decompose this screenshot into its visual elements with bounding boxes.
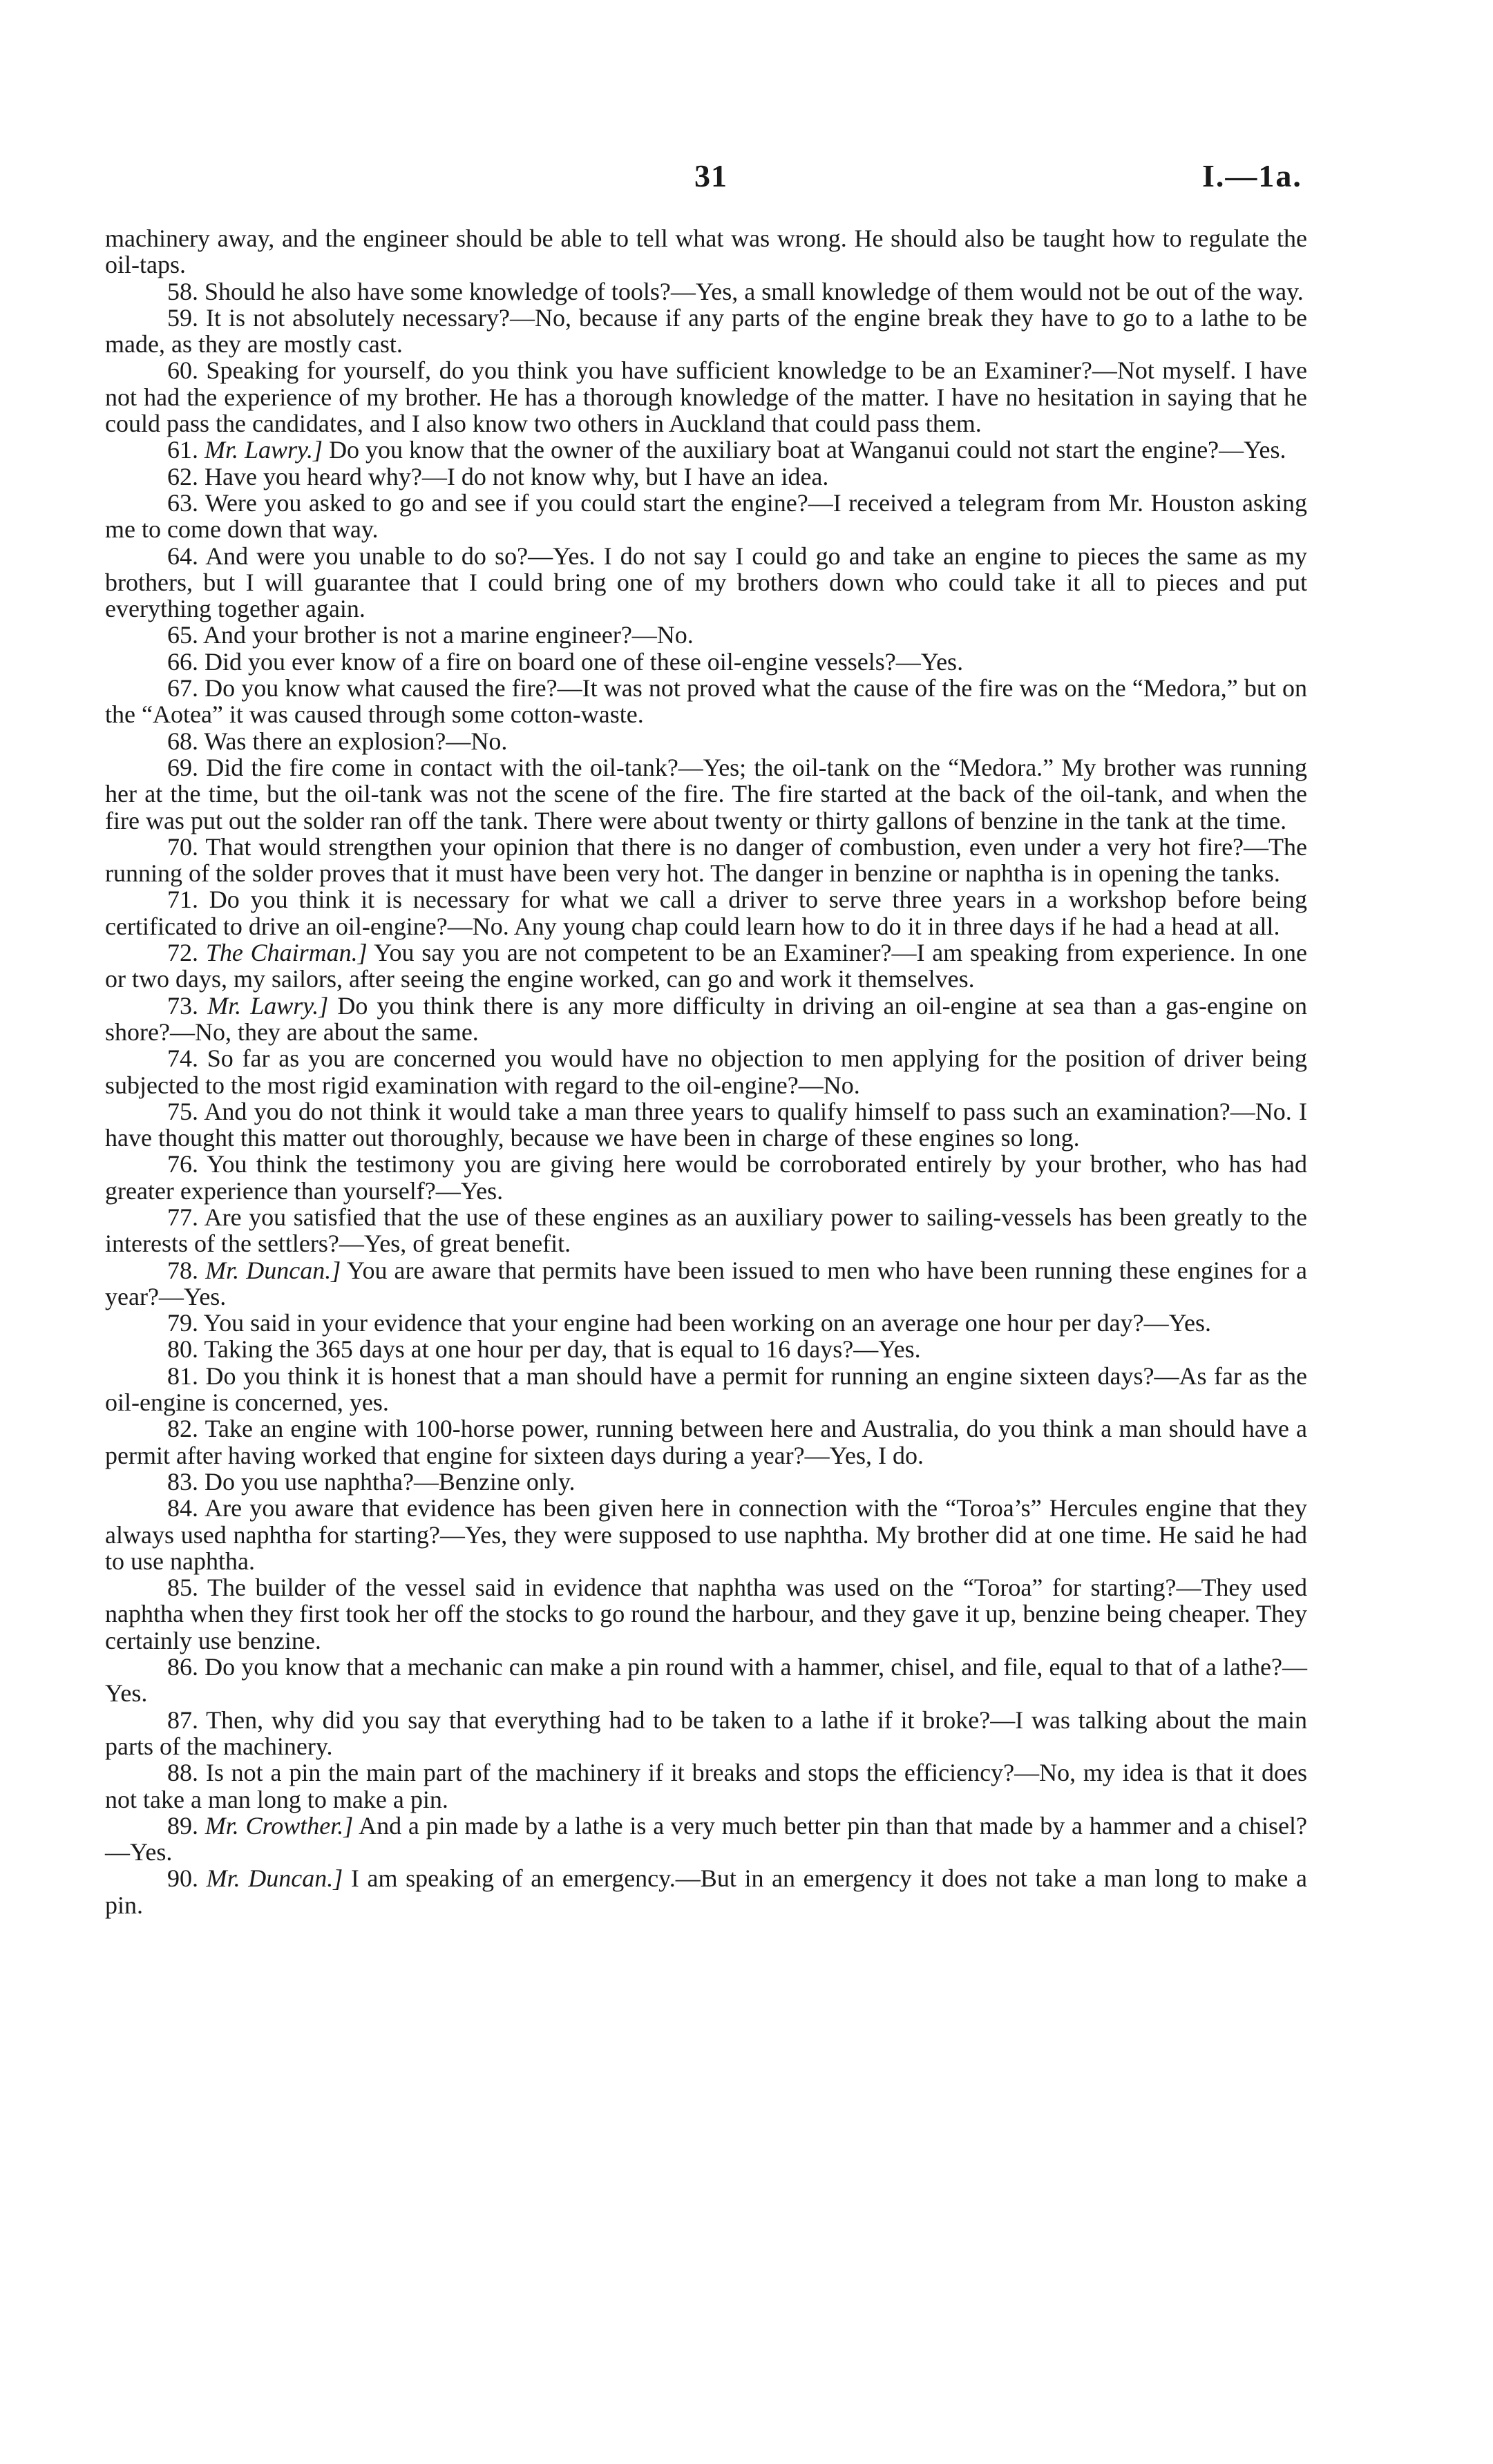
document-reference: I.—1a.	[1202, 158, 1302, 193]
question-number: 68.	[167, 727, 198, 755]
evidence-paragraph	[105, 886, 1307, 939]
evidence-paragraph	[105, 993, 1307, 1046]
paragraph-text: I am speaking of an emergency.—But in an emergency it does not take a man long to make a pin.	[105, 1864, 1308, 1919]
question-number: 77.	[167, 1203, 198, 1231]
question-number: 64.	[167, 542, 198, 570]
speaker-label: Mr. Crowther.]	[205, 1811, 354, 1840]
evidence-paragraph	[105, 754, 1307, 834]
evidence-paragraph	[105, 622, 1307, 648]
evidence-paragraph	[105, 437, 1307, 463]
paragraph-text: You say you are not competent to be an Examiner?—I am speaking from experience. In one or two days, my sailors, after seeing the engine worked, can go and work it themselves.	[105, 939, 1308, 993]
paragraph-text: Do you know that the owner of the auxiliary boat at Wanganui could not start the engine?—Yes.	[329, 436, 1286, 464]
paragraph-text: So far as you are concerned you would have no objection to men applying for the position of driver being subjected to the most rigid examination with regard to the oil-engine?—No.	[105, 1044, 1307, 1099]
speaker-label: Mr. Lawry.]	[207, 991, 329, 1020]
question-number: 84.	[167, 1494, 198, 1522]
question-number: 86.	[167, 1653, 198, 1681]
paragraph-text: And were you unable to do so?—Yes. I do not say I could go and take an engine to pieces the same as my brothers, but I will guarantee that I could bring one of my brothers down who could take it all to pieces and put everything together again.	[105, 542, 1308, 623]
paragraph-text: Do you think there is any more difficulty in driving an oil-engine at sea than a gas-engine on shore?—No, they are about the same.	[105, 991, 1308, 1046]
question-number: 82.	[167, 1415, 198, 1443]
question-number: 90.	[167, 1864, 198, 1893]
question-number: 89.	[167, 1811, 198, 1840]
speaker-label: Mr. Duncan.]	[206, 1864, 343, 1893]
question-number: 69.	[167, 753, 198, 781]
paragraph-text: Should he also have some knowledge of tools?—Yes, a small knowledge of them would not be out of the way.	[205, 277, 1304, 305]
question-number: 73.	[167, 991, 198, 1020]
evidence-paragraph	[105, 1813, 1307, 1866]
evidence-paragraph	[105, 278, 1307, 305]
evidence-paragraph	[105, 1707, 1307, 1760]
paragraph-text: That would strengthen your opinion that there is no danger of combustion, even under a very hot fire?—The running of the solder proves that it must have been very hot. The danger in benzine or naphtha is in opening the tanks.	[105, 832, 1307, 888]
question-number: 72.	[167, 939, 198, 967]
question-number: 80.	[167, 1335, 198, 1364]
question-number: 58.	[167, 277, 198, 305]
paragraph-text: Speaking for yourself, do you think you have sufficient knowledge to be an Examiner?—Not myself. I have not had the experience of my brother. He has a thorough knowledge of the matter. I have no hesitation in saying that he could pass the candidates, and I also know two others in Auckland that could pass them.	[105, 356, 1307, 438]
paragraph-text: Were you asked to go and see if you could start the engine?—I received a telegram from Mr. Houston asking me to come down that way.	[105, 488, 1307, 544]
evidence-paragraph	[105, 1415, 1307, 1469]
evidence-paragraph	[105, 1865, 1307, 1918]
paragraph-text: Are you satisfied that the use of these engines as an auxiliary power to sailing-vessels has been greatly to the interests of the settlers?—Yes, of great benefit.	[105, 1203, 1308, 1258]
question-number: 88.	[167, 1759, 198, 1787]
evidence-paragraph	[105, 1363, 1307, 1416]
evidence-paragraph	[105, 1310, 1307, 1336]
evidence-paragraph	[105, 305, 1307, 358]
evidence-paragraph	[105, 1469, 1307, 1495]
paragraph-text: Was there an explosion?—No.	[204, 727, 508, 755]
evidence-paragraph	[105, 728, 1307, 754]
question-number: 74.	[167, 1044, 198, 1073]
evidence-paragraph	[105, 543, 1307, 622]
evidence-paragraph	[105, 1045, 1307, 1098]
evidence-paragraph	[105, 1336, 1307, 1362]
evidence-paragraph	[105, 1151, 1307, 1204]
paragraph-text: And your brother is not a marine engineer?—No.	[203, 621, 694, 649]
paragraph-text: It is not absolutely necessary?—No, because if any parts of the engine break they have to go to a lathe to be made, as they are mostly cast.	[105, 303, 1308, 359]
evidence-paragraph	[105, 1654, 1307, 1707]
paragraph-text: You think the testimony you are giving here would be corroborated entirely by your brother, who has had greater experience than yourself?—Yes.	[105, 1150, 1307, 1205]
paragraph-text: Take an engine with 100-horse power, running between here and Australia, do you think a man should have a permit after having worked that engine for sixteen days during a year?—Yes, I do.	[105, 1415, 1308, 1469]
paragraph-text: Have you heard why?—I do not know why, but I have an idea.	[205, 462, 829, 490]
paragraph-text: Taking the 365 days at one hour per day, that is equal to 16 days?—Yes.	[204, 1335, 921, 1364]
question-number: 62.	[167, 462, 198, 490]
paragraph-text: You are aware that permits have been issued to men who have been running these engines for a year?—Yes.	[105, 1256, 1308, 1310]
paragraph-text: Then, why did you say that everything had to be taken to a lathe if it broke?—I was talking about the main parts of the machinery.	[105, 1706, 1307, 1760]
question-number: 60.	[167, 356, 198, 385]
question-number: 61.	[167, 436, 198, 464]
evidence-paragraph	[105, 490, 1307, 543]
paragraph-text: You said in your evidence that your engine had been working on an average one hour per day?—Yes.	[203, 1309, 1211, 1337]
paragraph-text: Did you ever know of a fire on board one of these oil-engine vessels?—Yes.	[205, 647, 964, 676]
evidence-paragraph	[105, 1495, 1307, 1574]
paragraph-text: And you do not think it would take a man three years to qualify himself to pass such an examination?—No. I have thought this matter out thoroughly, because we have been in charge of these engines so long.	[105, 1097, 1307, 1152]
evidence-text	[105, 225, 1307, 1918]
evidence-paragraph	[105, 1257, 1307, 1310]
speaker-label: Mr. Lawry.]	[205, 436, 323, 464]
question-number: 71.	[167, 886, 198, 914]
paragraph-text: machinery away, and the engineer should be able to tell what was wrong. He should also be taught how to regulate the oil-taps.	[105, 225, 1307, 279]
question-number: 66.	[167, 647, 198, 676]
evidence-paragraph	[105, 1098, 1307, 1152]
question-number: 85.	[167, 1574, 198, 1602]
question-number: 83.	[167, 1467, 198, 1496]
speaker-label: The Chairman.]	[205, 939, 368, 967]
question-number: 65.	[167, 621, 198, 649]
evidence-paragraph	[105, 675, 1307, 728]
paragraph-text: Do you know that a mechanic can make a pin round with a hammer, chisel, and file, equal to that of a lathe?—Yes.	[105, 1653, 1307, 1708]
evidence-paragraph	[105, 464, 1307, 490]
paragraph-text: Do you think it is honest that a man should have a permit for running an engine sixteen days?—As far as the oil-engine is concerned, yes.	[105, 1362, 1307, 1417]
paragraph-text: The builder of the vessel said in evidence that naphtha was used on the “Toroa” for starting?—They used naphtha when they first took her off the stocks to go round the harbour, and they gave it up, benzine being cheaper. They certainly use benzine.	[105, 1574, 1307, 1654]
question-number: 81.	[167, 1362, 198, 1390]
evidence-paragraph	[105, 357, 1307, 437]
question-number: 63.	[167, 488, 198, 517]
evidence-paragraph	[105, 1574, 1307, 1654]
evidence-paragraph	[105, 225, 1307, 278]
question-number: 75.	[167, 1097, 198, 1125]
paragraph-text: Do you know what caused the fire?—It was not proved what the cause of the fire was on the “Medora,” but on the “Aotea” it was caused through some cotton-waste.	[105, 674, 1308, 729]
page-number: 31	[694, 158, 728, 193]
evidence-paragraph	[105, 1204, 1307, 1257]
paragraph-text: Are you aware that evidence has been given here in connection with the “Toroa’s” Hercules engine that they always used naphtha for starting?—Yes, they were supposed to use naphtha. My brother did at one time. He said he had to use naphtha.	[105, 1494, 1307, 1575]
speaker-label: Mr. Duncan.]	[205, 1256, 341, 1284]
question-number: 59.	[167, 303, 198, 332]
question-number: 70.	[167, 832, 198, 861]
question-number: 78.	[167, 1256, 198, 1284]
question-number: 79.	[167, 1309, 198, 1337]
paragraph-text: Did the fire come in contact with the oil-tank?—Yes; the oil-tank on the “Medora.” My brother was running her at the time, but the oil-tank was not the scene of the fire. The fire started at the back of the oil-tank, and when the fire was put out the solder ran off the tank. There were about twenty or thirty gallons of benzine in the tank at the time.	[105, 753, 1308, 834]
question-number: 67.	[167, 674, 198, 703]
paragraph-text: Do you think it is necessary for what we call a driver to serve three years in a workshop before being certificated to drive an oil-engine?—No. Any young chap could learn how to do it in three days if he had a head at all.	[105, 886, 1307, 940]
evidence-paragraph	[105, 939, 1307, 993]
question-number: 87.	[167, 1706, 198, 1734]
evidence-paragraph	[105, 649, 1307, 675]
evidence-paragraph	[105, 1759, 1307, 1813]
evidence-paragraph	[105, 834, 1307, 887]
question-number: 76.	[167, 1150, 198, 1178]
paragraph-text: And a pin made by a lathe is a very much better pin than that made by a hammer and a chisel?—Yes.	[105, 1811, 1307, 1866]
paragraph-text: Is not a pin the main part of the machinery if it breaks and stops the efficiency?—No, my idea is that it does not take a man long to make a pin.	[105, 1759, 1308, 1813]
paragraph-text: Do you use naphtha?—Benzine only.	[205, 1467, 576, 1496]
